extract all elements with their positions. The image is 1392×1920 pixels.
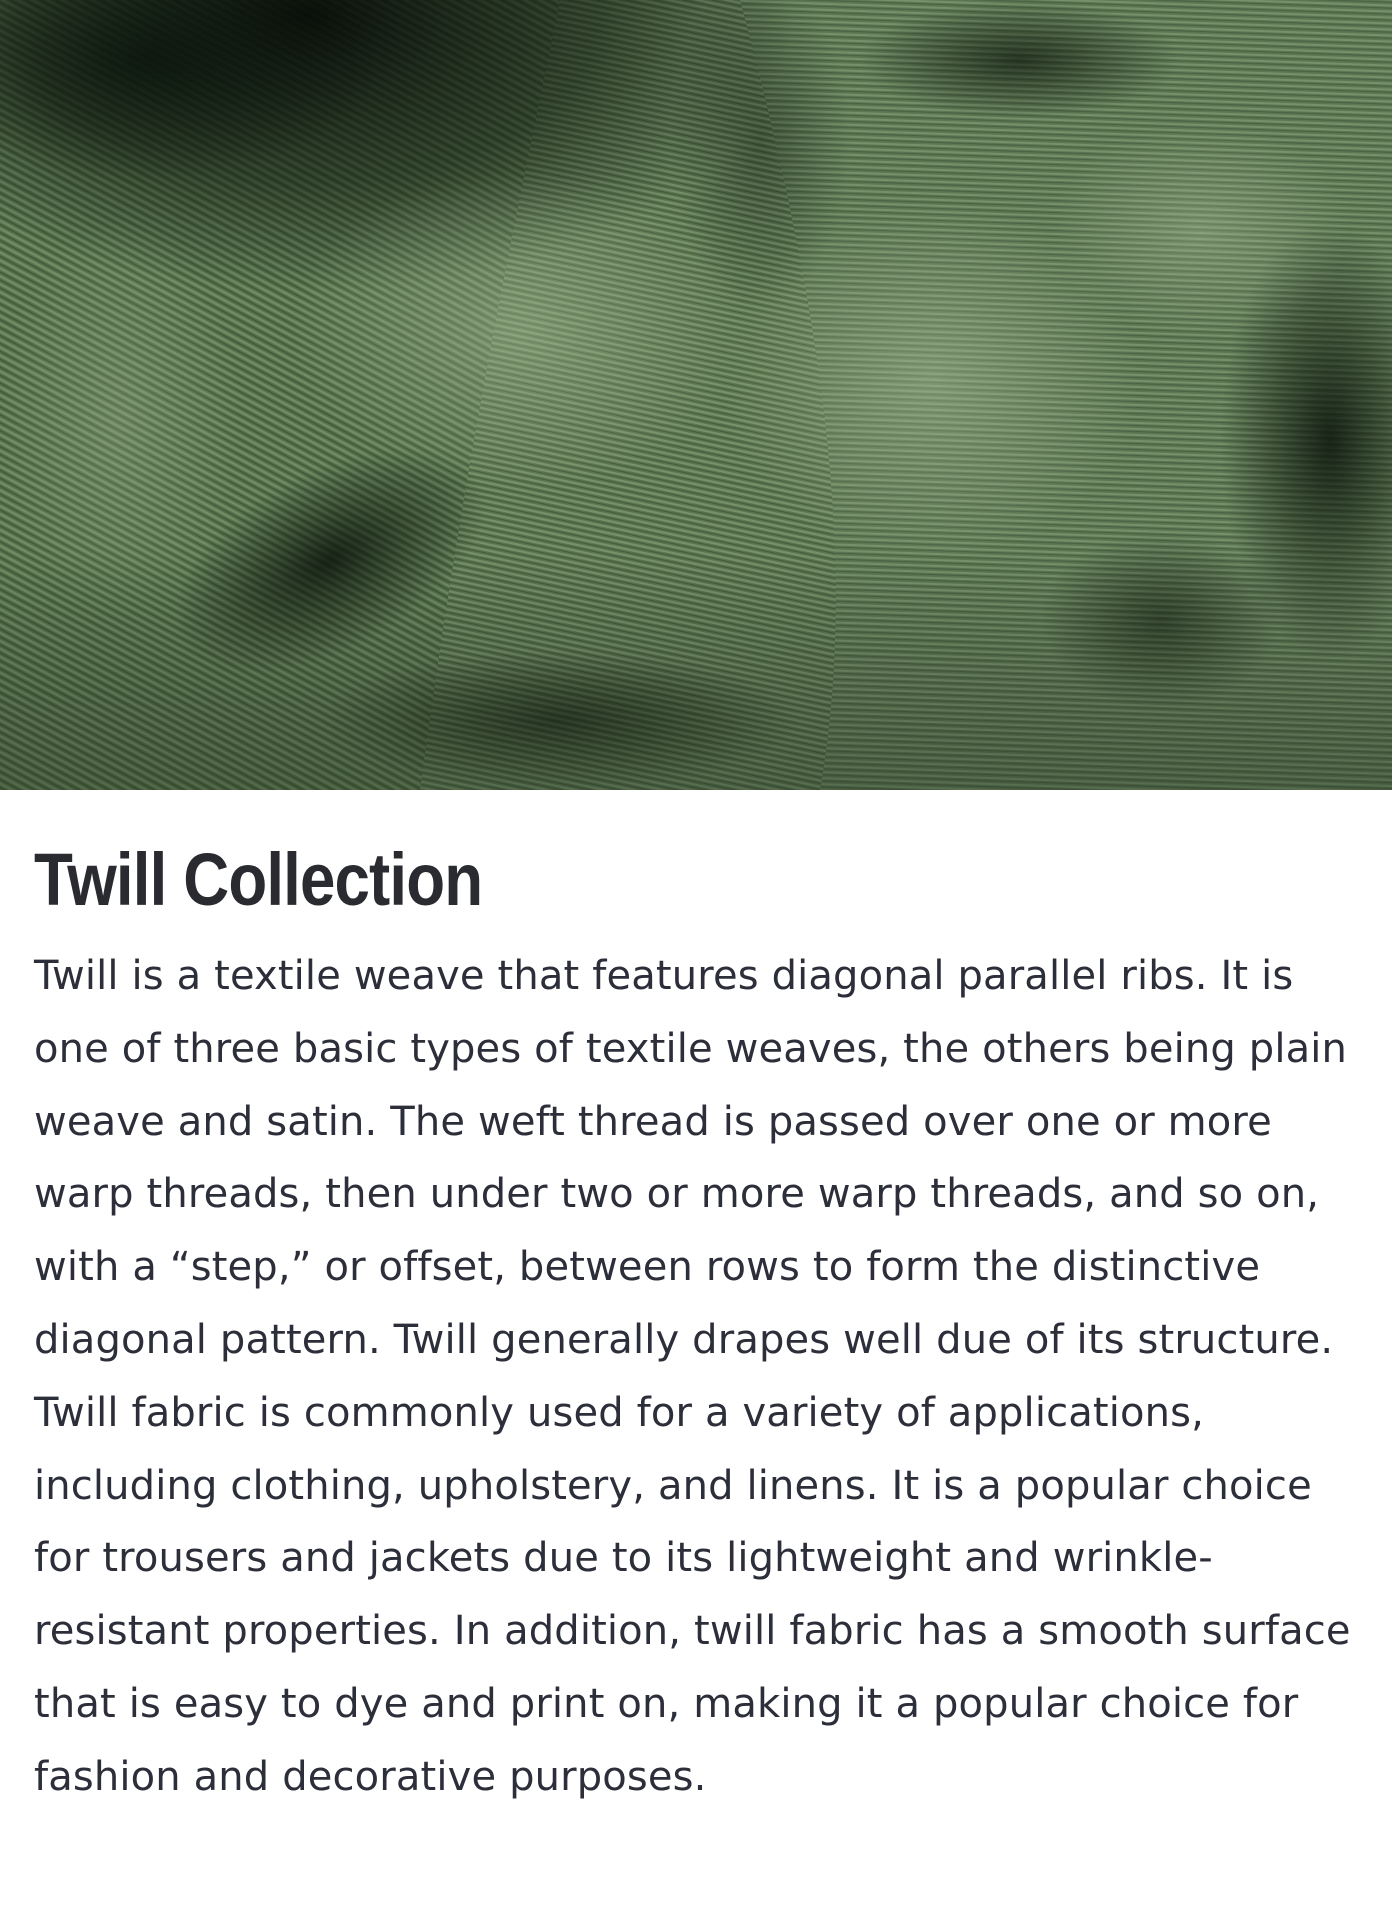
article-description: Twill is a textile weave that features diagonal parallel ribs. It is one of three basic types of textile weaves, the others being plain weave and satin. The weft thread is passed over one or more warp threads, then under two or more warp threads, and so on, with a “step,” or offset, between rows to form the distinctive diagonal pattern. Twill generally drapes well due of its structure. Twill fabric is commonly used for a variety of applications, including clothing, upholstery, and linens. It is a popular choice for trousers and jackets due to its lightweight and wrinkle-resistant properties. In addition, twill fabric has a smooth surface that is easy to dye and print on, making it a popular choice for fashion and decorative purposes. [34,953,1351,1800]
page-title: Twill Collection [34,838,483,921]
twill-fabric-hero-image [0,0,1392,790]
fabric-texture-graphic [0,0,1392,790]
article [34,838,1364,1814]
